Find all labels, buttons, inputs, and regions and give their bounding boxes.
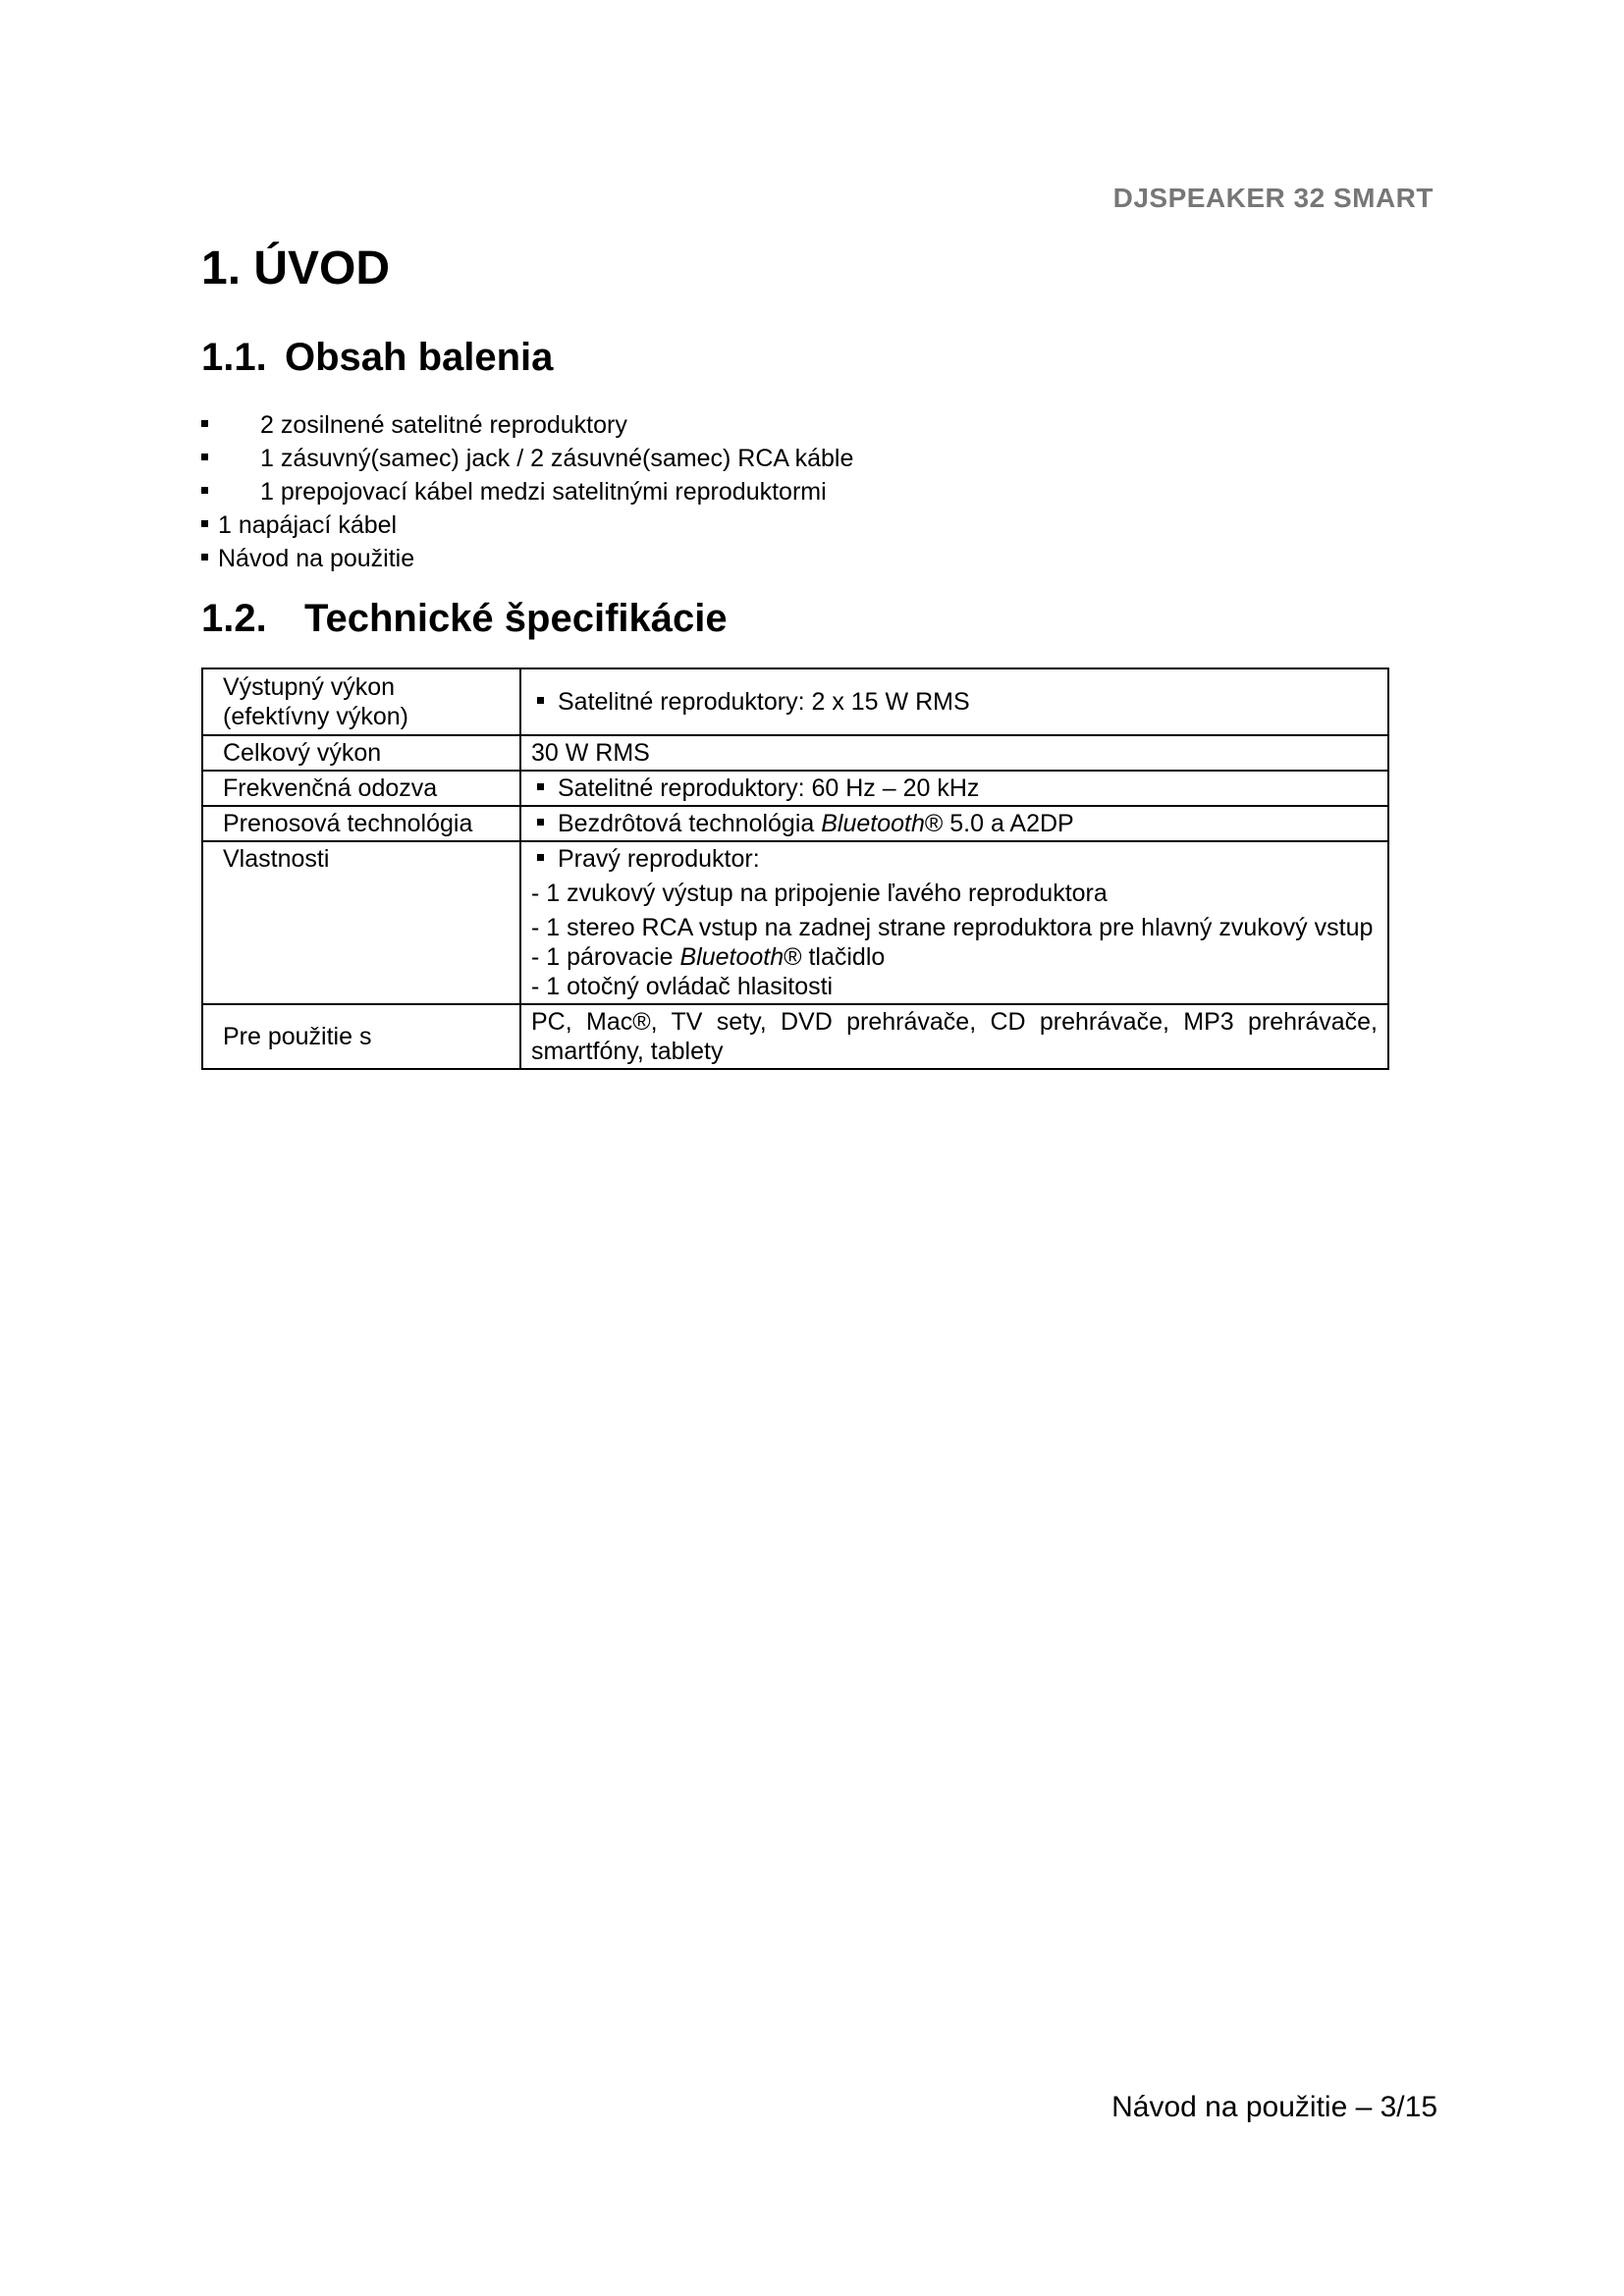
subsection-heading-package-contents bbox=[201, 336, 553, 380]
bullet-square-icon bbox=[201, 420, 208, 427]
table-cell-label: Vlastnosti bbox=[202, 841, 520, 1004]
section-title: ÚVOD bbox=[253, 242, 391, 294]
table-cell-label: Celkový výkon bbox=[202, 735, 520, 771]
table-cell-value: Satelitné reproduktory: 60 Hz – 20 kHz bbox=[520, 771, 1388, 806]
table-cell-label: Prenosová technológia bbox=[202, 806, 520, 841]
list-item: 2 zosilnené satelitné reproduktory bbox=[201, 408, 853, 442]
list-item: Návod na použitie bbox=[201, 542, 853, 575]
subsection-number: 1.1. bbox=[201, 336, 267, 379]
table-row bbox=[202, 668, 1388, 735]
subsection-title: Obsah balenia bbox=[285, 336, 554, 379]
section-heading-intro bbox=[201, 241, 390, 295]
table-row bbox=[202, 806, 1388, 841]
bullet-square-icon bbox=[201, 554, 208, 561]
list-item: 1 prepojovací kábel medzi satelitnými reproduktormi bbox=[201, 475, 853, 508]
table-cell-label: Výstupný výkon (efektívny výkon) bbox=[202, 668, 520, 735]
table-row bbox=[202, 735, 1388, 771]
subsection-title: Technické špecifikácie bbox=[304, 597, 728, 640]
package-contents-list bbox=[201, 408, 853, 575]
table-row bbox=[202, 771, 1388, 806]
running-header: DJSPEAKER 32 SMART bbox=[1112, 183, 1434, 213]
table-cell-value: Bezdrôtová technológia Bluetooth® 5.0 a A2DP bbox=[520, 806, 1388, 841]
table-cell-value: PC, Mac®, TV sety, DVD prehrávače, CD prehrávače, MP3 prehrávače, smartfóny, tablety bbox=[520, 1004, 1388, 1069]
bullet-square-icon bbox=[537, 697, 544, 704]
table-cell-value: Pravý reproduktor: - 1 zvukový výstup na pripojenie ľavého reproduktora - 1 stereo RCA vstup na zadnej strane reproduktora pre hlavný zvukový vstup - 1 párovacie Bluetooth® tlačidlo - 1 otočný ovládač hlasitosti bbox=[520, 841, 1388, 1004]
table-row bbox=[202, 1004, 1388, 1069]
table-row bbox=[202, 841, 1388, 1004]
table-cell-value: Satelitné reproduktory: 2 x 15 W RMS bbox=[520, 668, 1388, 735]
list-item: 1 zásuvný(samec) jack / 2 zásuvné(samec) RCA káble bbox=[201, 442, 853, 475]
subsection-heading-technical-specs bbox=[201, 597, 728, 641]
table-cell-label: Frekvenčná odozva bbox=[202, 771, 520, 806]
table-cell-label: Pre použitie s bbox=[202, 1004, 520, 1069]
bullet-square-icon bbox=[201, 454, 208, 460]
bullet-square-icon bbox=[537, 783, 544, 790]
section-number: 1. bbox=[201, 242, 242, 294]
spec-table bbox=[201, 667, 1389, 1070]
bullet-square-icon bbox=[537, 819, 544, 826]
list-item: 1 napájací kábel bbox=[201, 508, 853, 542]
table-cell-value: 30 W RMS bbox=[520, 735, 1388, 771]
subsection-number: 1.2. bbox=[201, 597, 267, 640]
bullet-square-icon bbox=[537, 854, 544, 861]
page-footer: Návod na použitie – 3/15 bbox=[1111, 2091, 1437, 2123]
bullet-square-icon bbox=[201, 520, 208, 527]
bullet-square-icon bbox=[201, 487, 208, 494]
